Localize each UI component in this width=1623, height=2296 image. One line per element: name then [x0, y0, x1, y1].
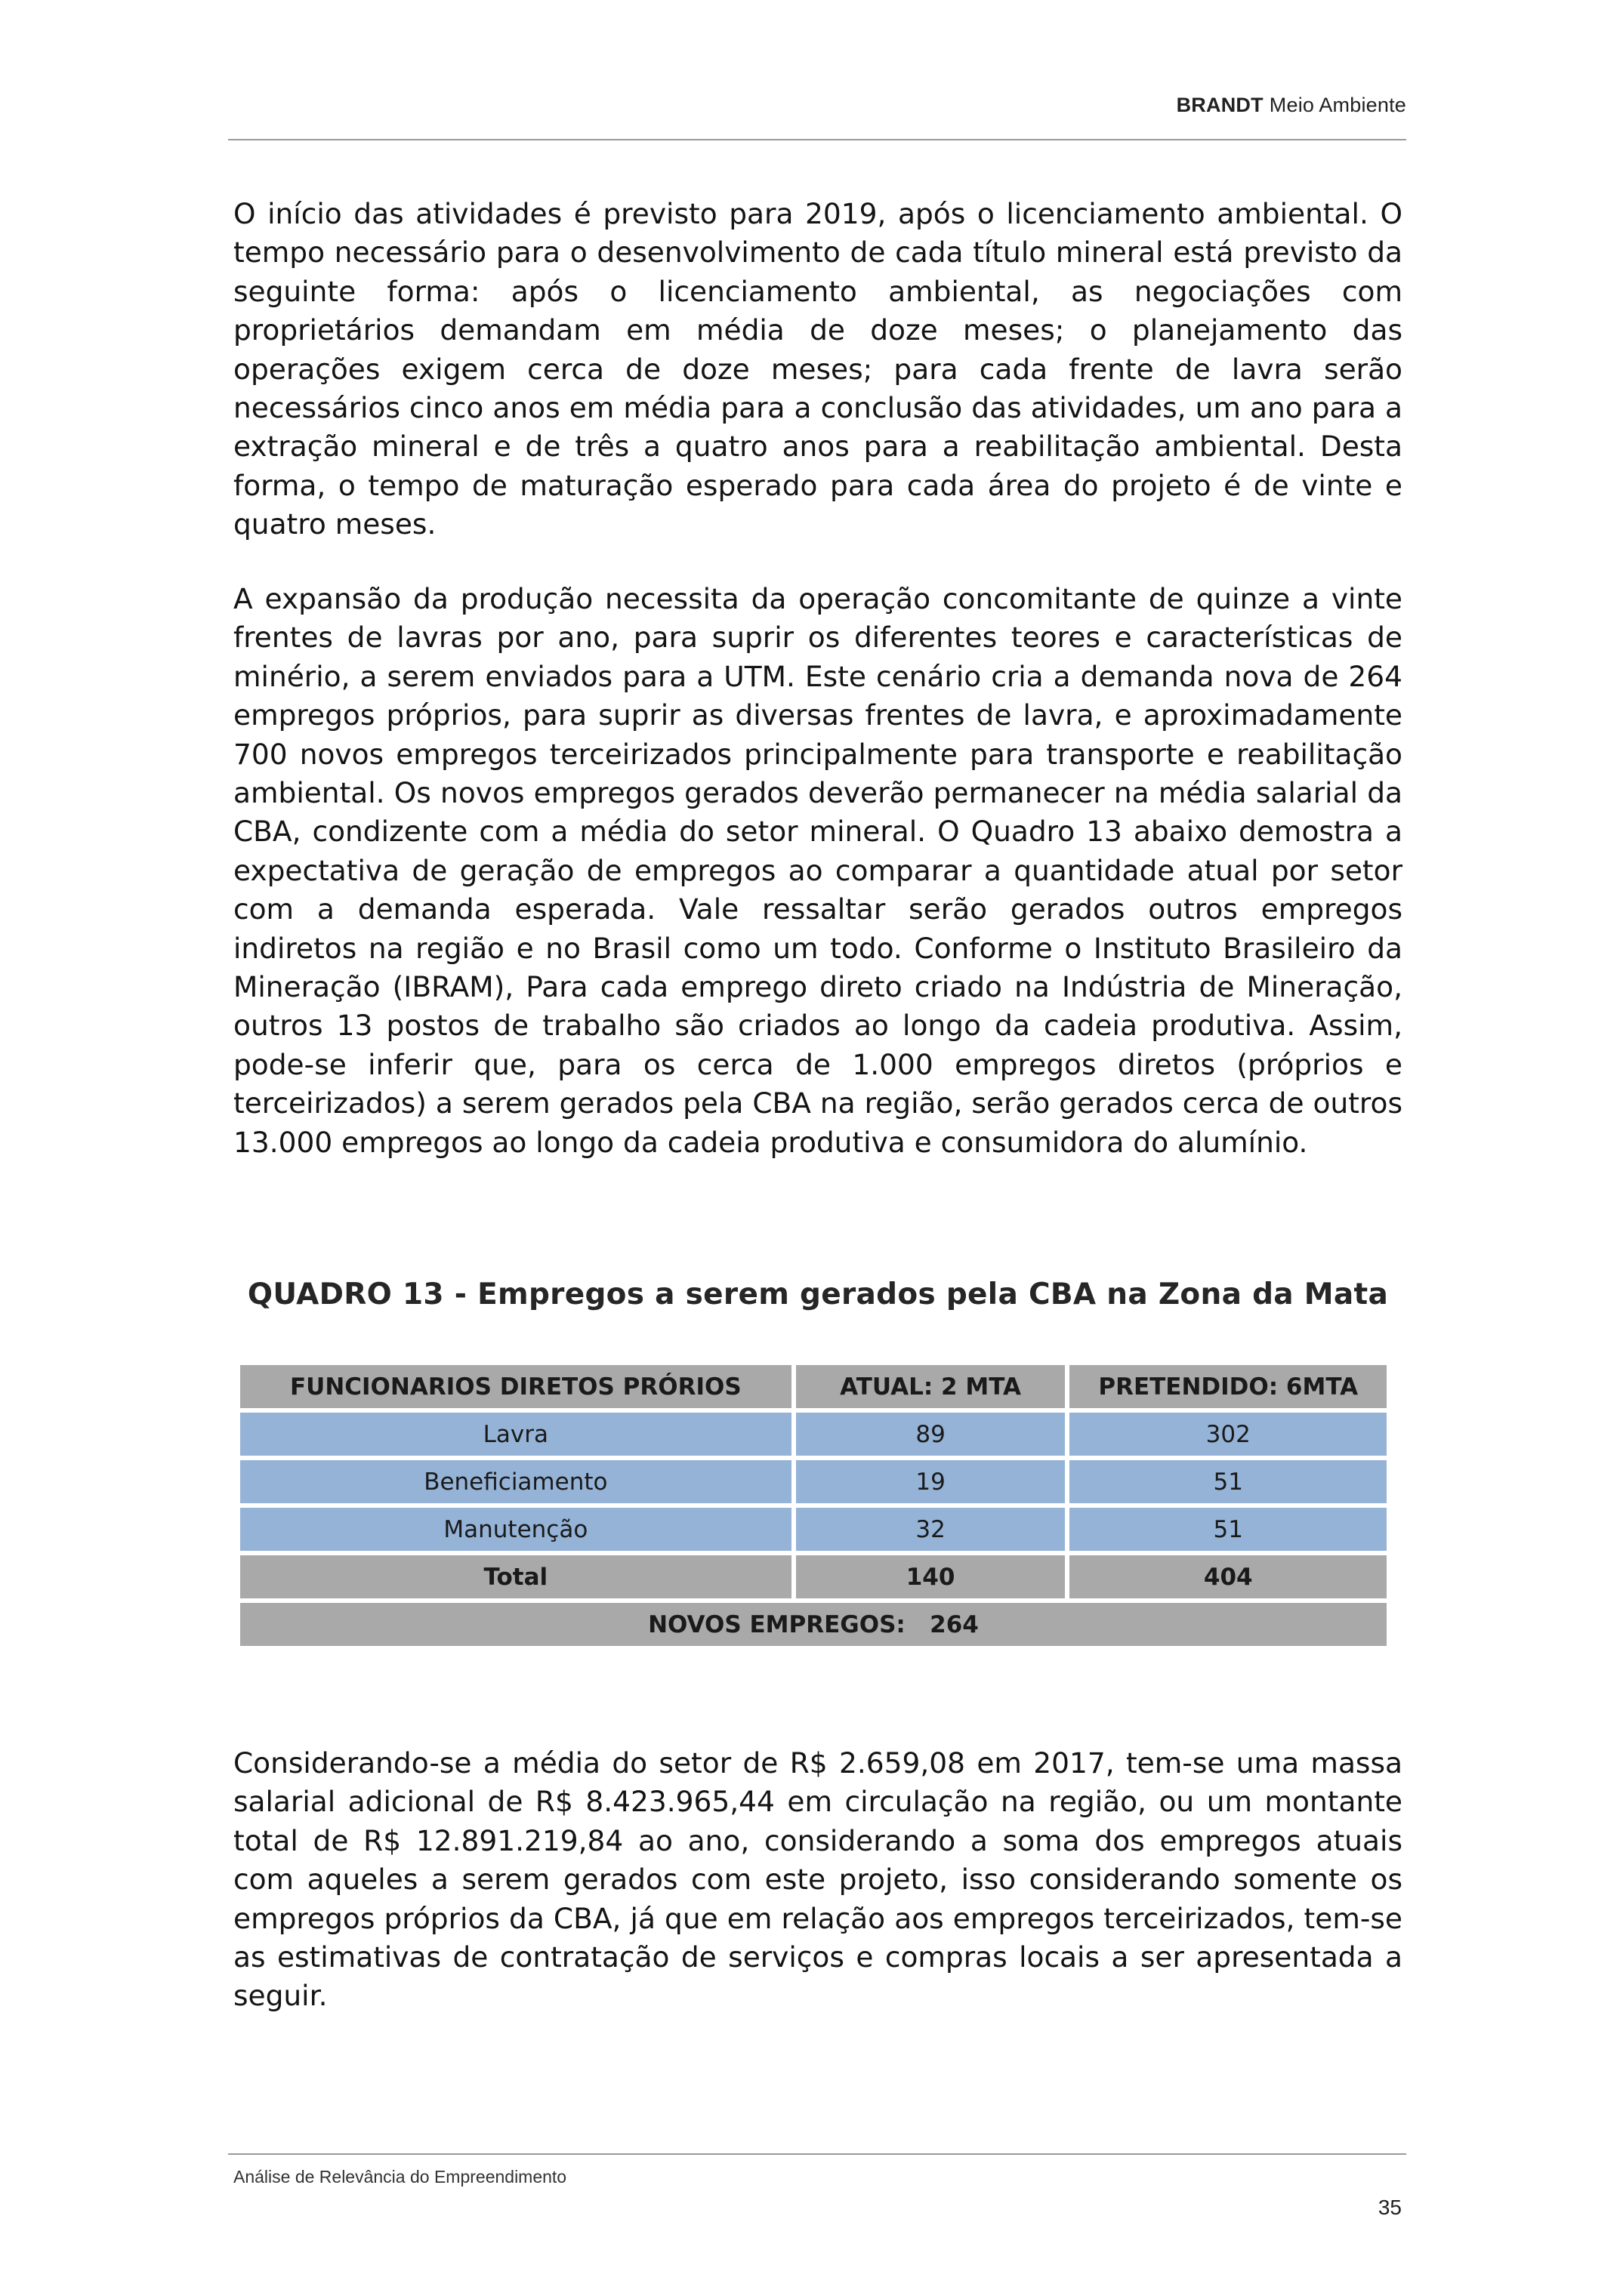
table-row	[240, 1460, 1387, 1503]
footer-divider	[228, 2153, 1406, 2155]
table-cell: 51	[1069, 1508, 1387, 1551]
header-divider	[228, 139, 1406, 140]
header-brand: BRANDT	[1176, 94, 1264, 116]
table-row	[240, 1508, 1387, 1551]
footer-text: Análise de Relevância do Empreendimento	[233, 2167, 567, 2187]
page-number: 35	[1378, 2196, 1402, 2219]
table-header-cell: ATUAL: 2 MTA	[796, 1365, 1066, 1408]
table-cell: 32	[796, 1508, 1066, 1551]
novos-empregos-cell	[240, 1603, 1387, 1646]
table-header-cell: FUNCIONARIOS DIRETOS PRÓRIOS	[240, 1365, 791, 1408]
paragraph-expansao-producao: A expansão da produção necessita da operação concomitante de quinze a vinte frentes de lavras por ano, para suprir os diferentes teores e características de minério, a serem enviados para a UTM. Este cenário cria a demanda nova de 264 empregos próprios, para suprir as diversas frentes de lavra, e aproximadamente 700 novos empregos terceirizados principalmente para transporte e reabilitação ambiental. Os novos empregos gerados deverão permanecer na média salarial da CBA, condizente com a média do setor mineral. O Quadro 13 abaixo demostra a expectativa de geração de empregos ao comparar a quantidade atual por setor com a demanda esperada. Vale ressaltar serão gerados outros empregos indiretos na região e no Brasil como um todo. Conforme o Instituto Brasileiro da Mineração (IBRAM), Para cada emprego direto criado na Indústria de Mineração, outros 13 postos de trabalho são criados ao longo da cadeia produtiva. Assim, pode-se inferir que, para os cerca de 1.000 empregos diretos (próprios e terceirizados) a serem gerados pela CBA na região, serão gerados cerca de outros 13.000 empregos ao longo da cadeia produtiva e consumidora do alumínio.	[233, 582, 1402, 1159]
table-title: QUADRO 13 - Empregos a serem gerados pela CBA na Zona da Mata	[247, 1277, 1389, 1311]
employment-table	[236, 1361, 1391, 1650]
table-cell: Lavra	[240, 1413, 791, 1456]
paragraph-massa-salarial: Considerando-se a média do setor de R$ 2.659,08 em 2017, tem-se uma massa salarial adicional de R$ 8.423.965,44 em circulação na região, ou um montante total de R$ 12.891.219,84 ao ano, considerando a soma dos empregos atuais com aqueles a serem gerados com este projeto, isso considerando somente os empregos próprios da CBA, já que em relação aos empregos terceirizados, tem-se as estimativas de contratação de serviços e compras locais a ser apresentada a seguir.	[233, 1746, 1402, 2013]
table-cell: Beneficiamento	[240, 1460, 791, 1503]
table-cell: 89	[796, 1413, 1066, 1456]
table-total-cell: 404	[1069, 1555, 1387, 1598]
page-header	[228, 94, 1406, 117]
table-header-row	[240, 1365, 1387, 1408]
table-row	[240, 1413, 1387, 1456]
table-total-cell: Total	[240, 1555, 791, 1598]
header-subtitle: Meio Ambiente	[1269, 94, 1406, 116]
paragraph-inicio-atividades: O início das atividades é previsto para 2019, após o licenciamento ambiental. O tempo necessário para o desenvolvimento de cada título mineral está previsto da seguinte forma: após o licenciamento ambiental, as negociações com proprietários demandam em média de doze meses; o planejamento das operações exigem cerca de doze meses; para cada frente de lavra serão necessários cinco anos em média para a conclusão das atividades, um ano para a extração mineral e de três a quatro anos para a reabilitação ambiental. Desta forma, o tempo de maturação esperado para cada área do projeto é de vinte e quatro meses.	[233, 197, 1402, 541]
table-header-cell: PRETENDIDO: 6MTA	[1069, 1365, 1387, 1408]
table-cell: 302	[1069, 1413, 1387, 1456]
table-total-row	[240, 1555, 1387, 1598]
novos-empregos-label: NOVOS EMPREGOS: 264	[648, 1610, 979, 1638]
table-total-cell: 140	[796, 1555, 1066, 1598]
table-cell: Manutenção	[240, 1508, 791, 1551]
table-cell: 19	[796, 1460, 1066, 1503]
table-novos-row	[240, 1603, 1387, 1646]
table-cell: 51	[1069, 1460, 1387, 1503]
